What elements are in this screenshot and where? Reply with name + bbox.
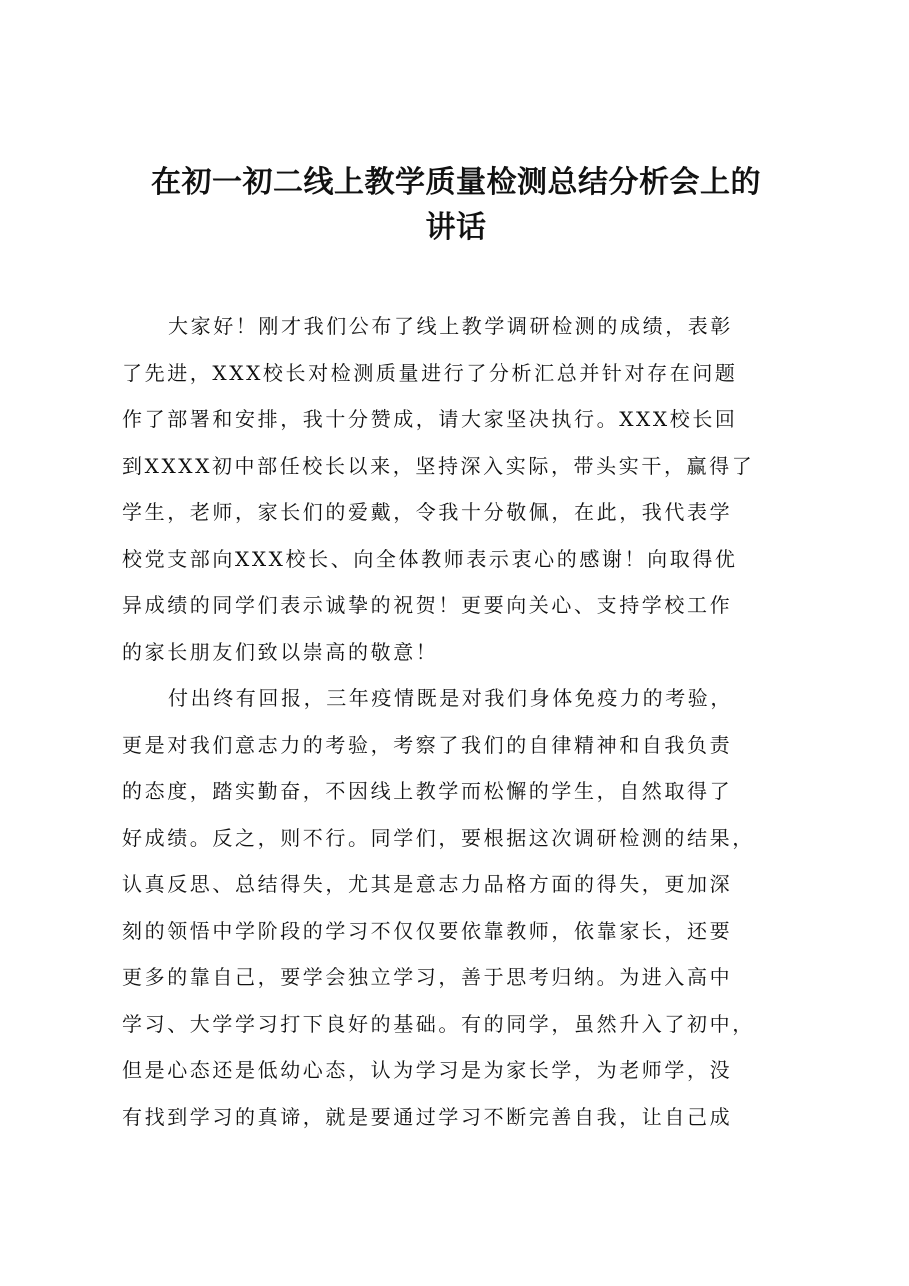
text-line: 的态度，踏实勤奋，不因线上教学而松懈的学生，自然取得了: [122, 779, 733, 803]
text-line: 但是心态还是低幼心态，认为学习是为家长学，为老师学，没: [122, 1058, 733, 1082]
title-line-2: 讲话: [425, 210, 487, 245]
document-title: [120, 160, 792, 250]
text-line: 刻的领悟中学阶段的学习不仅仅要依靠教师，依靠家长，还要: [122, 918, 733, 943]
text-line: 学习、大学学习打下良好的基础。有的同学，虽然升入了初中，: [122, 1011, 755, 1036]
text-line: 好成绩。反之，则不行。同学们，要根据这次调研检测的结果，: [122, 825, 755, 850]
text-line: 了先进，XXX校长对检测质量进行了分析汇总并针对存在问题: [122, 360, 738, 385]
paragraph-2: [122, 675, 794, 1140]
text-line: 大家好！刚才我们公布了线上教学调研检测的成绩，表彰: [168, 314, 733, 338]
text-line: 学生，老师，家长们的爱戴，令我十分敬佩，在此，我代表学: [122, 500, 733, 524]
text-line: 付出终有回报，三年疫情既是对我们身体免疫力的考验，: [168, 686, 733, 710]
paragraph-1: [122, 303, 794, 675]
document-body: [122, 303, 794, 1140]
text-line: 校党支部向XXX校长、向全体教师表示衷心的感谢！向取得优: [122, 546, 738, 571]
text-line: 作了部署和安排，我十分赞成，请大家坚决执行。XXX校长回: [122, 407, 738, 431]
text-line: 异成绩的同学们表示诚挚的祝贺！更要向关心、支持学校工作: [122, 593, 733, 617]
title-line-1: 在初一初二线上教学质量检测总结分析会上的: [151, 165, 761, 200]
text-line: 的家长朋友们致以崇高的敬意！: [122, 639, 439, 664]
text-line: 到XXXX初中部任校长以来，坚持深入实际，带头实干，赢得了: [122, 453, 755, 478]
text-line: 认真反思、总结得失，尤其是意志力品格方面的得失，更加深: [122, 872, 733, 896]
text-line: 更是对我们意志力的考验，考察了我们的自律精神和自我负责: [122, 732, 733, 757]
text-line: 更多的靠自己，要学会独立学习，善于思考归纳。为进入高中: [122, 965, 733, 989]
text-line: 有找到学习的真谛，就是要通过学习不断完善自我，让自己成: [122, 1104, 733, 1129]
